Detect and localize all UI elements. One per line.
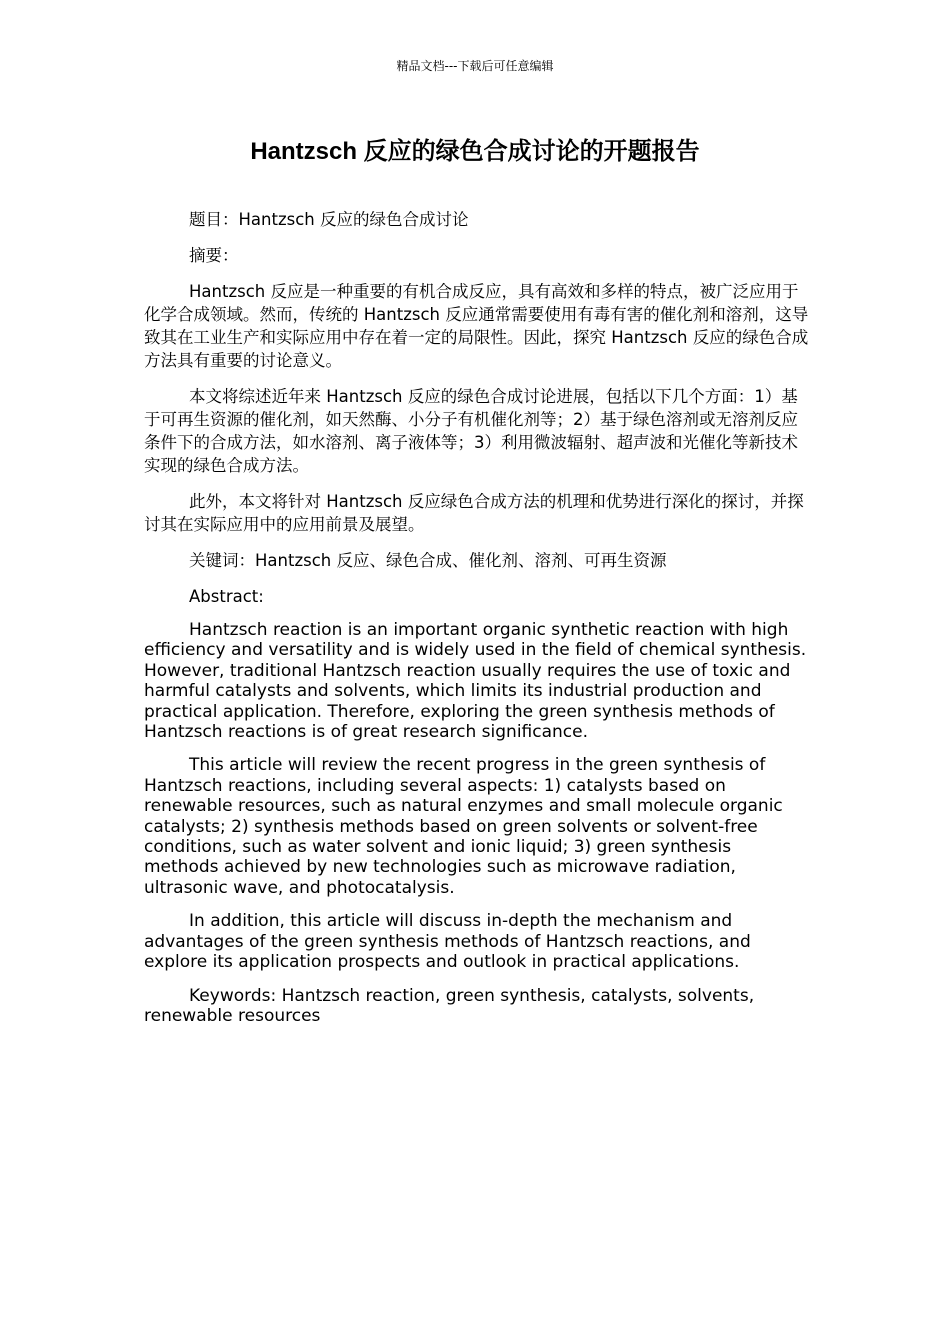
abstract-label-zh: 摘要：	[189, 246, 239, 265]
abstract-paragraph-zh-2: 本文将综述近年来 Hantzsch 反应的绿色合成讨论进展，包括以下几个方面：1）基于可再生资源的催化剂，如天然酶、小分子有机催化剂等；2）基于绿色溶剂或无溶剂反应条件下的合成方法，如水溶剂、离子液体等；3）利用微波辐射、超声波和光催化等新技术实现的绿色合成方法。	[144, 387, 798, 475]
header-note: 精品文档---下载后可任意编辑	[396, 59, 554, 73]
document-body	[144, 208, 810, 1039]
abstract-paragraph-en-1: Hantzsch reaction is an important organic synthetic reaction with high efficiency and versatility and is widely used in the field of chemical synthesis. However, traditional Hantzsch reaction usually requires the use of toxic and harmful catalysts and solvents, which limits its industrial production and practical application. Therefore, exploring the green synthesis methods of Hantzsch reactions is of great research significance.	[144, 620, 807, 743]
abstract-label-en: Abstract:	[189, 587, 264, 606]
keywords-zh: 关键词：Hantzsch 反应、绿色合成、催化剂、溶剂、可再生资源	[189, 551, 667, 570]
abstract-paragraph-zh-3: 此外，本文将针对 Hantzsch 反应绿色合成方法的机理和优势进行深化的探讨，并探讨其在实际应用中的应用前景及展望。	[144, 492, 804, 534]
keywords-en: Keywords: Hantzsch reaction, green synthesis, catalysts, solvents, renewable resources	[144, 985, 755, 1026]
abstract-paragraph-en-3: In addition, this article will discuss in-depth the mechanism and advantages of the green synthesis methods of Hantzsch reactions, and explore its application prospects and outlook in practical applications.	[144, 911, 751, 973]
abstract-paragraph-zh-1: Hantzsch 反应是一种重要的有机合成反应，具有高效和多样的特点，被广泛应用于化学合成领域。然而，传统的 Hantzsch 反应通常需要使用有毒有害的催化剂和溶剂，这导致其在工业生产和实际应用中存在着一定的局限性。因此，探究 Hantzsch 反应的绿色合成方法具有重要的讨论意义。	[144, 282, 809, 370]
topic-line: 题目：Hantzsch 反应的绿色合成讨论	[189, 210, 469, 229]
abstract-paragraph-en-2: This article will review the recent progress in the green synthesis of Hantzsch reactions, including several aspects: 1) catalysts based on renewable resources, such as natural enzymes and small molecule organic catalysts; 2) synthesis methods based on green solvents or solvent-free conditions, such as water solvent and ionic liquid; 3) green synthesis methods achieved by new technologies such as microwave radiation, ultrasonic wave, and photocatalysis.	[144, 755, 783, 898]
document-title: Hantzsch 反应的绿色合成讨论的开题报告	[250, 138, 700, 165]
